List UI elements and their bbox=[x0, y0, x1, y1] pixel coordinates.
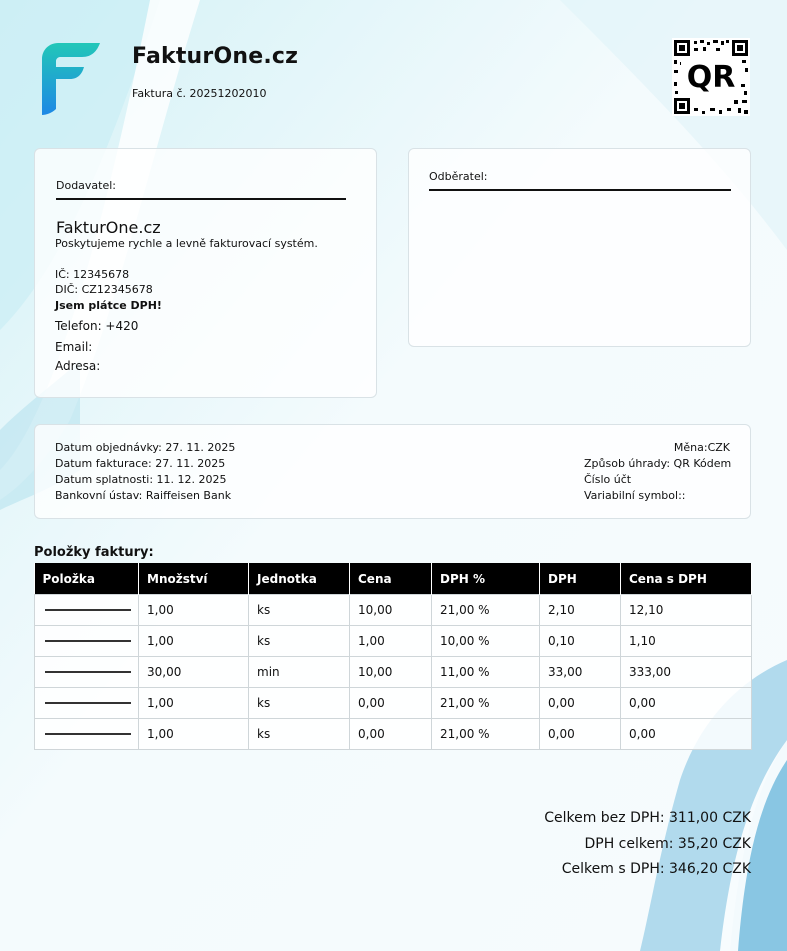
cell-price: 0,00 bbox=[350, 719, 432, 750]
brand-title: FakturOne.cz bbox=[132, 44, 299, 69]
qr-label: QR bbox=[686, 60, 736, 95]
total-without-vat: Celkem bez DPH: 311,00 CZK bbox=[544, 810, 751, 826]
cell-unit: ks bbox=[249, 626, 350, 657]
cell-quantity: 30,00 bbox=[139, 657, 249, 688]
supplier-label: Dodavatel: bbox=[56, 179, 117, 192]
cell-vat-rate: 10,00 % bbox=[432, 626, 540, 657]
cell-price-with-vat: 0,00 bbox=[621, 688, 752, 719]
cell-vat-rate: 21,00 % bbox=[432, 688, 540, 719]
cell-vat-rate: 21,00 % bbox=[432, 595, 540, 626]
bank-name: Bankovní ústav: Raiffeisen Bank bbox=[55, 489, 232, 502]
supplier-name: FakturOne.cz bbox=[56, 218, 161, 237]
customer-divider bbox=[429, 189, 731, 191]
cell-quantity: 1,00 bbox=[139, 595, 249, 626]
cell-vat-rate: 11,00 % bbox=[432, 657, 540, 688]
cell-vat: 0,00 bbox=[540, 719, 621, 750]
cell-price-with-vat: 1,10 bbox=[621, 626, 752, 657]
cell-price: 0,00 bbox=[350, 688, 432, 719]
cell-price: 10,00 bbox=[350, 595, 432, 626]
cell-quantity: 1,00 bbox=[139, 719, 249, 750]
due-date: Datum splatnosti: 11. 12. 2025 bbox=[55, 473, 227, 486]
items-header-row bbox=[35, 563, 752, 595]
supplier-email: Email: bbox=[55, 340, 93, 354]
cell-price-with-vat: 0,00 bbox=[621, 719, 752, 750]
cell-unit: ks bbox=[249, 688, 350, 719]
item-name-redacted bbox=[35, 657, 139, 688]
invoice-date: Datum fakturace: 27. 11. 2025 bbox=[55, 457, 226, 470]
header-vat: DPH bbox=[540, 563, 621, 595]
total-vat: DPH celkem: 35,20 CZK bbox=[584, 835, 751, 852]
invoice-number bbox=[132, 87, 267, 100]
cell-price-with-vat: 333,00 bbox=[621, 657, 752, 688]
item-name-redacted bbox=[35, 688, 139, 719]
cell-unit: ks bbox=[249, 719, 350, 750]
header-quantity: Množství bbox=[139, 563, 249, 595]
supplier-vat-payer: Jsem plátce DPH! bbox=[55, 299, 162, 312]
currency: Měna:CZK bbox=[673, 441, 730, 454]
supplier-address: Adresa: bbox=[55, 359, 101, 373]
cell-vat: 33,00 bbox=[540, 657, 621, 688]
header-item: Položka bbox=[35, 563, 139, 595]
table-row bbox=[35, 688, 752, 719]
total-with-vat: Celkem s DPH: 346,20 CZK bbox=[561, 861, 751, 877]
invoice-meta-card bbox=[34, 424, 751, 519]
qr-code-icon bbox=[672, 38, 750, 116]
invoice-number-value: 20251202010 bbox=[189, 87, 267, 100]
invoice-number-label: Faktura č. bbox=[132, 87, 187, 100]
item-name-redacted bbox=[35, 626, 139, 657]
table-row bbox=[35, 657, 752, 688]
items-table bbox=[34, 563, 752, 750]
cell-quantity: 1,00 bbox=[139, 626, 249, 657]
account-number: Číslo účt bbox=[584, 473, 632, 486]
totals bbox=[544, 806, 751, 883]
cell-unit: min bbox=[249, 657, 350, 688]
customer-card bbox=[408, 148, 751, 347]
cell-price: 1,00 bbox=[350, 626, 432, 657]
supplier-divider bbox=[56, 198, 346, 200]
cell-vat-rate: 21,00 % bbox=[432, 719, 540, 750]
supplier-description: Poskytujeme rychle a levně fakturovací systém. bbox=[55, 237, 318, 250]
table-row bbox=[35, 626, 752, 657]
cell-vat: 0,00 bbox=[540, 688, 621, 719]
supplier-card bbox=[34, 148, 377, 398]
fakturone-logo-icon bbox=[42, 43, 100, 115]
cell-price: 10,00 bbox=[350, 657, 432, 688]
supplier-phone: Telefon: +420 bbox=[55, 319, 139, 333]
cell-unit: ks bbox=[249, 595, 350, 626]
customer-label: Odběratel: bbox=[429, 170, 488, 183]
supplier-ic: IČ: 12345678 bbox=[55, 268, 130, 281]
item-name-redacted bbox=[35, 595, 139, 626]
variable-symbol: Variabilní symbol:: bbox=[584, 489, 686, 502]
header-price: Cena bbox=[350, 563, 432, 595]
order-date: Datum objednávky: 27. 11. 2025 bbox=[55, 441, 236, 454]
header-price-with-vat: Cena s DPH bbox=[621, 563, 752, 595]
cell-quantity: 1,00 bbox=[139, 688, 249, 719]
header-vat-rate: DPH % bbox=[432, 563, 540, 595]
cell-vat: 2,10 bbox=[540, 595, 621, 626]
item-name-redacted bbox=[35, 719, 139, 750]
cell-vat: 0,10 bbox=[540, 626, 621, 657]
table-row bbox=[35, 719, 752, 750]
cell-price-with-vat: 12,10 bbox=[621, 595, 752, 626]
items-title: Položky faktury: bbox=[34, 545, 154, 560]
header-unit: Jednotka bbox=[249, 563, 350, 595]
supplier-dic: DIČ: CZ12345678 bbox=[55, 283, 153, 296]
payment-method: Způsob úhrady: QR Kódem bbox=[584, 457, 732, 470]
table-row bbox=[35, 595, 752, 626]
